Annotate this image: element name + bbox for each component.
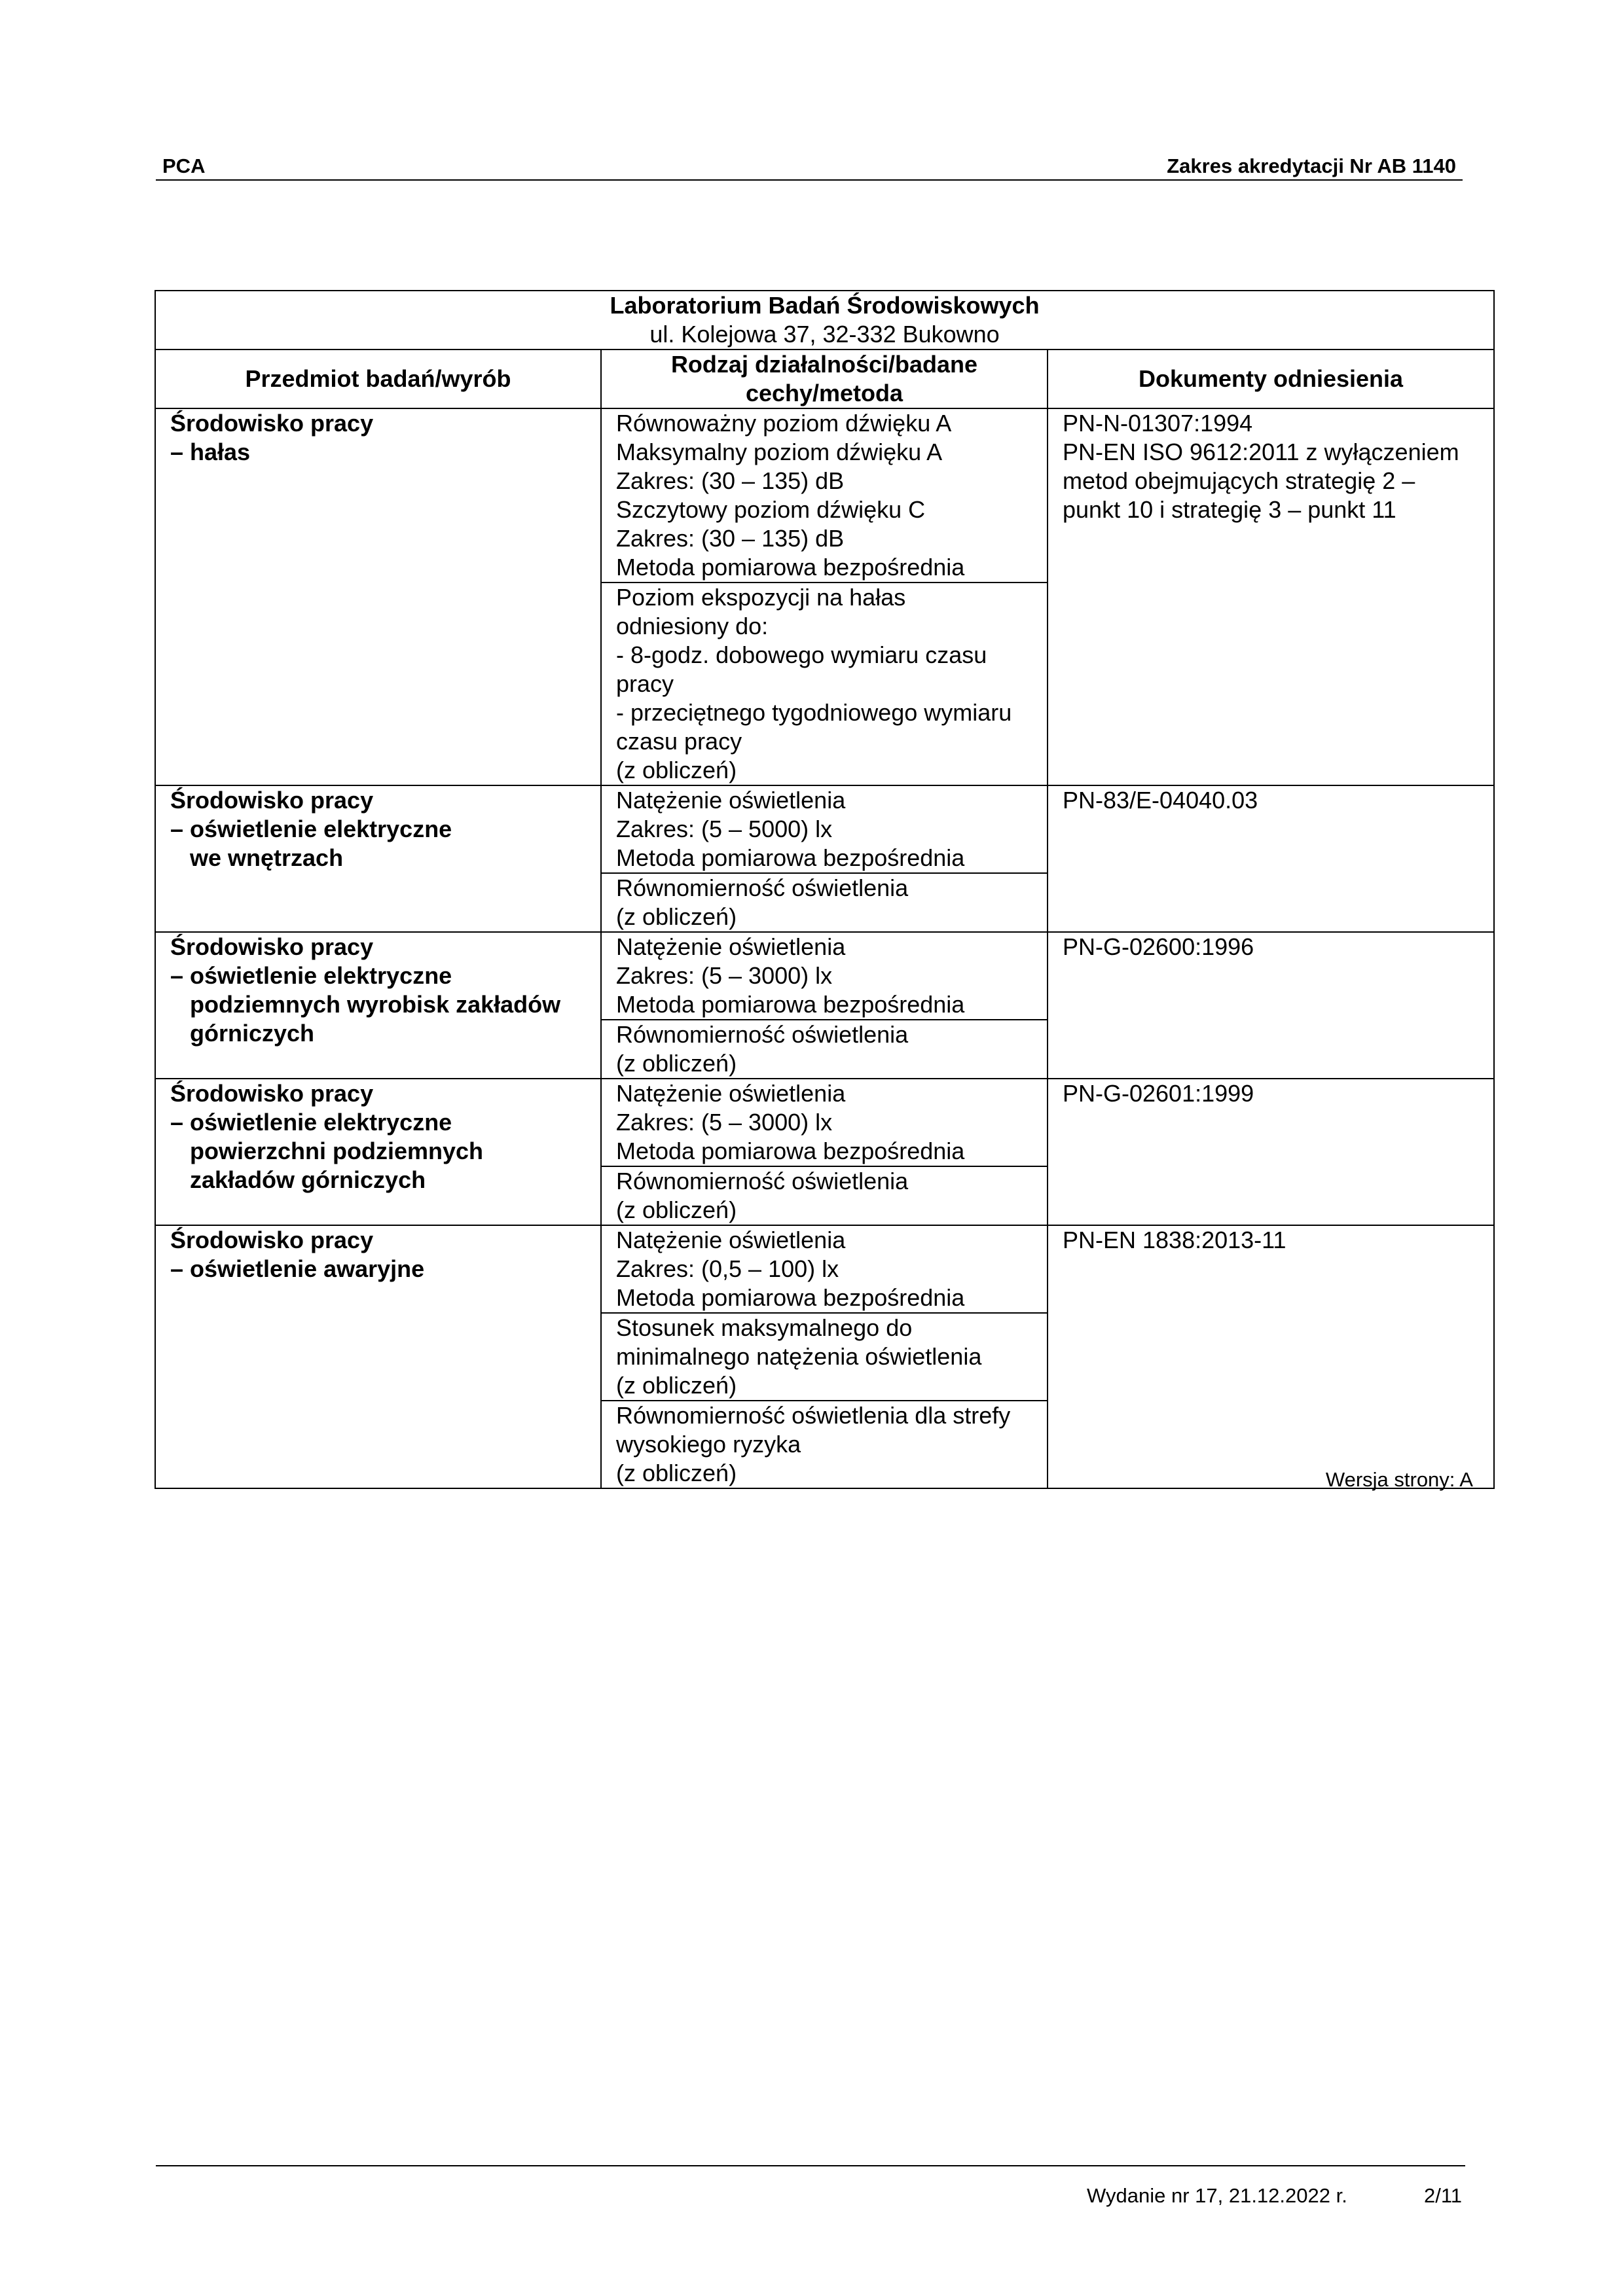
lab-address: ul. Kolejowa 37, 32-332 Bukowno — [649, 321, 1000, 348]
method-cell — [601, 408, 1048, 583]
method-cell — [601, 873, 1048, 932]
method-line: Natężenie oświetlenia — [616, 1227, 846, 1253]
subject-cell — [155, 1079, 601, 1225]
subject-line: – oświetlenie elektryczne — [170, 816, 452, 842]
footer-page-number: 2/11 — [1424, 2184, 1463, 2207]
reference-document-line: punkt 10 i strategię 3 – punkt 11 — [1063, 496, 1396, 523]
method-line: Metoda pomiarowa bezpośrednia — [616, 844, 965, 871]
subject-cell — [155, 408, 601, 785]
method-line: minimalnego natężenia oświetlenia — [616, 1343, 982, 1370]
reference-document-line: PN-EN ISO 9612:2011 z wyłączeniem — [1063, 439, 1459, 465]
subject-line: – oświetlenie elektryczne — [170, 1109, 452, 1136]
reference-document-line: PN-G-02600:1996 — [1063, 933, 1254, 960]
scope-row — [155, 932, 1494, 1020]
method-cell — [601, 1401, 1048, 1488]
reference-documents-cell — [1048, 1079, 1494, 1225]
method-line: Równomierność oświetlenia — [616, 1021, 909, 1048]
scope-row — [155, 785, 1494, 873]
method-line: Zakres: (30 – 135) dB — [616, 525, 845, 552]
column-header-activity-line2: cechy/metoda — [745, 380, 903, 406]
subject-line: Środowisko pracy — [170, 933, 374, 960]
header-org: PCA — [162, 154, 206, 177]
lab-header-row — [155, 291, 1494, 350]
subject-line: – oświetlenie elektryczne — [170, 962, 452, 989]
method-line: Maksymalny poziom dźwięku A — [616, 439, 943, 465]
scope-row — [155, 408, 1494, 583]
column-header-activity — [601, 350, 1048, 408]
subject-line: powierzchni podziemnych — [190, 1138, 484, 1164]
reference-documents-cell — [1048, 1225, 1494, 1488]
reference-documents-cell — [1048, 785, 1494, 932]
subject-line: – oświetlenie awaryjne — [170, 1255, 425, 1282]
method-line: Równomierność oświetlenia dla strefy — [616, 1402, 1011, 1429]
method-line: (z obliczeń) — [616, 1050, 737, 1077]
method-line: Metoda pomiarowa bezpośrednia — [616, 1138, 965, 1164]
reference-document-line: PN-83/E-04040.03 — [1063, 787, 1258, 814]
header-scope-number: Zakres akredytacji Nr AB 1140 — [1167, 154, 1456, 177]
accreditation-scope-table — [155, 290, 1495, 1489]
method-line: (z obliczeń) — [616, 1372, 737, 1399]
method-cell — [601, 785, 1048, 873]
reference-documents-cell — [1048, 932, 1494, 1079]
method-line: (z obliczeń) — [616, 1196, 737, 1223]
reference-documents-cell — [1048, 408, 1494, 785]
method-line: Metoda pomiarowa bezpośrednia — [616, 554, 965, 581]
subject-line: zakładów górniczych — [190, 1166, 426, 1193]
subject-cell — [155, 932, 601, 1079]
column-header-documents-text: Dokumenty odniesienia — [1138, 365, 1404, 392]
column-header-activity-line1: Rodzaj działalności/badane — [670, 351, 978, 378]
method-line: odniesiony do: — [616, 613, 769, 639]
column-header-row — [155, 350, 1494, 408]
column-header-subject — [155, 350, 601, 408]
subject-line: podziemnych wyrobisk zakładów — [190, 991, 561, 1018]
footer-edition: Wydanie nr 17, 21.12.2022 r. — [1087, 2184, 1347, 2207]
method-line: pracy — [616, 670, 674, 697]
subject-line: Środowisko pracy — [170, 410, 374, 437]
footer-rule — [156, 2165, 1465, 2167]
subject-line: Środowisko pracy — [170, 1227, 374, 1253]
method-line: Zakres: (5 – 3000) lx — [616, 962, 833, 989]
method-line: Równoważny poziom dźwięku A — [616, 410, 952, 437]
method-line: Równomierność oświetlenia — [616, 1168, 909, 1194]
subject-cell — [155, 1225, 601, 1488]
method-line: Natężenie oświetlenia — [616, 1080, 846, 1107]
method-line: Natężenie oświetlenia — [616, 933, 846, 960]
method-cell — [601, 1079, 1048, 1166]
page-version: Wersja strony: A — [1325, 1468, 1473, 1491]
method-line: czasu pracy — [616, 728, 742, 755]
method-cell — [601, 1225, 1048, 1313]
subject-line: górniczych — [190, 1020, 315, 1047]
subject-line: Środowisko pracy — [170, 787, 374, 814]
method-line: Zakres: (5 – 5000) lx — [616, 816, 833, 842]
method-line: Natężenie oświetlenia — [616, 787, 846, 814]
reference-document-line: PN-N-01307:1994 — [1063, 410, 1253, 437]
method-line: Równomierność oświetlenia — [616, 874, 909, 901]
reference-document-line: metod obejmujących strategię 2 – — [1063, 467, 1415, 494]
method-line: - przeciętnego tygodniowego wymiaru — [616, 699, 1012, 726]
method-line: Stosunek maksymalnego do — [616, 1314, 913, 1341]
method-line: Metoda pomiarowa bezpośrednia — [616, 1284, 965, 1311]
method-line: Metoda pomiarowa bezpośrednia — [616, 991, 965, 1018]
method-line: Zakres: (5 – 3000) lx — [616, 1109, 833, 1136]
method-line: (z obliczeń) — [616, 903, 737, 930]
subject-line: Środowisko pracy — [170, 1080, 374, 1107]
method-line: Poziom ekspozycji na hałas — [616, 584, 906, 611]
method-line: Zakres: (0,5 – 100) lx — [616, 1255, 839, 1282]
reference-document-line: PN-EN 1838:2013-11 — [1063, 1227, 1286, 1253]
lab-info-cell — [155, 291, 1494, 350]
method-line: (z obliczeń) — [616, 757, 737, 783]
subject-line: we wnętrzach — [190, 844, 344, 871]
method-line: - 8-godz. dobowego wymiaru czasu — [616, 641, 987, 668]
method-line: (z obliczeń) — [616, 1460, 737, 1486]
page-header — [156, 154, 1463, 181]
subject-line: – hałas — [170, 439, 251, 465]
column-header-subject-text: Przedmiot badań/wyrób — [245, 365, 511, 392]
subject-cell — [155, 785, 601, 932]
method-line: Zakres: (30 – 135) dB — [616, 467, 845, 494]
column-header-documents — [1048, 350, 1494, 408]
scope-row — [155, 1225, 1494, 1313]
method-cell — [601, 583, 1048, 785]
method-cell — [601, 932, 1048, 1020]
method-line: Szczytowy poziom dźwięku C — [616, 496, 926, 523]
lab-name: Laboratorium Badań Środowiskowych — [610, 292, 1040, 319]
method-cell — [601, 1166, 1048, 1225]
method-cell — [601, 1313, 1048, 1401]
method-line: wysokiego ryzyka — [616, 1431, 801, 1458]
reference-document-line: PN-G-02601:1999 — [1063, 1080, 1254, 1107]
scope-row — [155, 1079, 1494, 1166]
method-cell — [601, 1020, 1048, 1079]
